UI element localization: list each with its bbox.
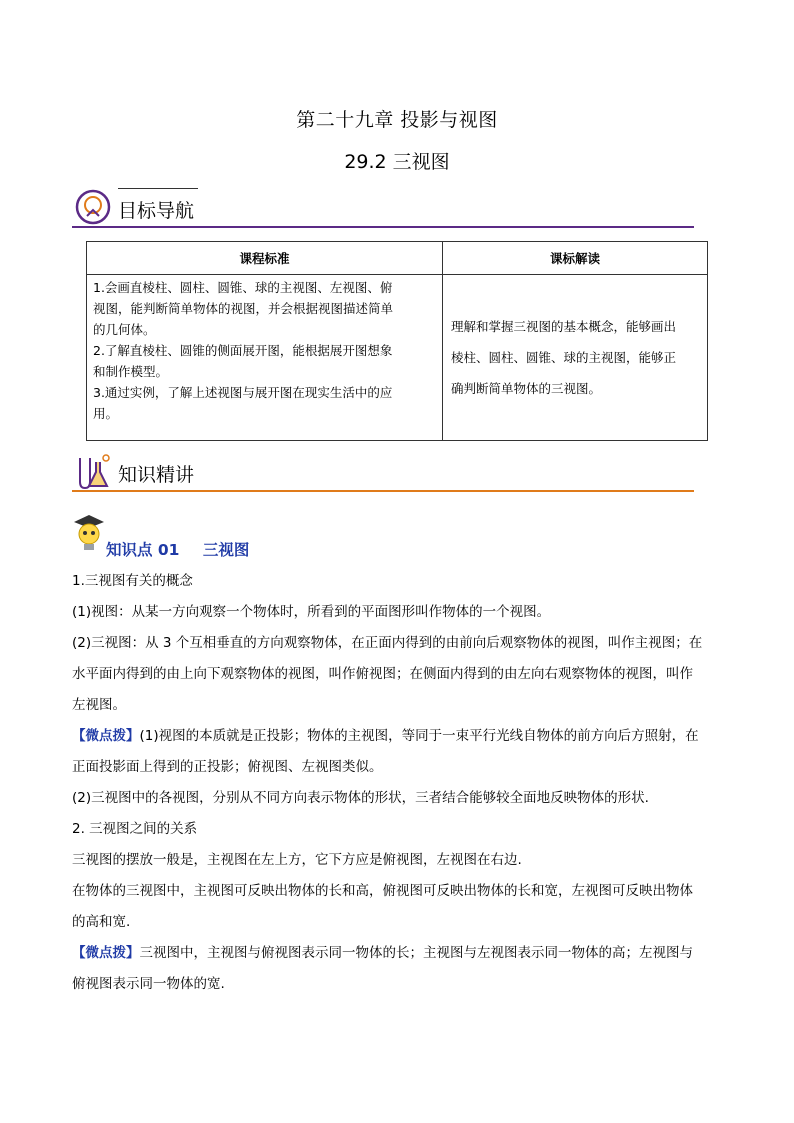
interpretation-cell	[443, 275, 708, 441]
lab-flask-icon	[72, 452, 112, 492]
tip-line	[72, 938, 724, 969]
body-line: (2)三视图：从 3 个互相垂直的方向观察物体，在正面内得到的由前向后观察物体的视图，叫作主视图；在	[72, 635, 703, 651]
knowledge-body	[72, 566, 724, 1000]
knowledge-point-name: 三视图	[202, 541, 250, 559]
body-line: 三视图的摆放一般是，主视图在左上方，它下方应是俯视图，左视图在右边.	[72, 852, 522, 868]
table-header-standard: 课程标准	[87, 242, 443, 275]
knowledge-point-label: 知识点 01	[106, 541, 180, 559]
chapter-title: 第二十九章 投影与视图	[296, 109, 498, 131]
goals-header	[72, 188, 694, 228]
interpretation-line: 棱柱、圆柱、圆锥、球的主视图，能够正	[451, 350, 677, 365]
body-line: 在物体的三视图中，主视图可反映出物体的长和高，俯视图可反映出物体的长和宽，左视图可反映出物体	[72, 883, 693, 899]
knowledge-point-title	[106, 538, 249, 560]
table-header-interpretation: 课标解读	[443, 242, 708, 275]
standard-line: 1.会画直棱柱、圆柱、圆锥、球的主视图、左视图、俯	[93, 280, 393, 295]
lightbulb-graduate-icon	[72, 512, 106, 554]
knowledge-point-header	[72, 510, 472, 560]
tip-label: 【微点拨】	[72, 945, 140, 961]
standard-line: 视图，能判断简单物体的视图，并会根据视图描述简单	[93, 301, 394, 316]
interpretation-line: 确判断简单物体的三视图。	[451, 381, 602, 396]
tip-label: 【微点拨】	[72, 728, 140, 744]
body-line: 水平面内得到的由上向下观察物体的视图，叫作俯视图；在侧面内得到的由左向右观察物体的视图，叫作	[72, 666, 693, 682]
standards-table	[86, 241, 708, 441]
tip-line	[72, 721, 724, 752]
standard-line: 2.了解直棱柱、圆锥的侧面展开图，能根据展开图想象	[93, 343, 393, 358]
body-line: 正面投影面上得到的正投影；俯视图、左视图类似。	[72, 759, 383, 775]
standard-cell	[87, 275, 443, 441]
standard-line: 用。	[93, 406, 119, 421]
standard-line: 的几何体。	[93, 322, 156, 337]
standard-line: 3.通过实例，了解上述视图与展开图在现实生活中的应	[93, 385, 393, 400]
goals-heading: 目标导航	[118, 200, 195, 222]
knowledge-heading: 知识精讲	[118, 464, 195, 486]
standard-line: 和制作模型。	[93, 364, 169, 379]
section-title: 29.2 三视图	[344, 151, 450, 173]
brain-head-icon	[74, 188, 112, 226]
header-topline	[118, 188, 198, 189]
knowledge-rule	[72, 490, 694, 492]
body-line: 左视图。	[72, 697, 126, 713]
body-line: 的高和宽.	[72, 914, 131, 930]
interpretation-line: 理解和掌握三视图的基本概念，能够画出	[451, 319, 677, 334]
knowledge-header	[72, 452, 694, 492]
goals-rule	[72, 226, 694, 228]
body-line: 1.三视图有关的概念	[72, 573, 193, 589]
body-line: 俯视图表示同一物体的宽.	[72, 976, 225, 992]
body-line: (1)视图：从某一方向观察一个物体时，所看到的平面图形叫作物体的一个视图。	[72, 604, 551, 620]
body-line: 2. 三视图之间的关系	[72, 821, 198, 837]
tip-text: 三视图中，主视图与俯视图表示同一物体的长；主视图与左视图表示同一物体的高；左视图与	[139, 945, 693, 961]
body-line: (2)三视图中的各视图，分别从不同方向表示物体的形状，三者结合能够较全面地反映物体的形状.	[72, 790, 649, 806]
tip-text: (1)视图的本质就是正投影；物体的主视图，等同于一束平行光线自物体的前方向后方照射，在	[139, 728, 699, 744]
